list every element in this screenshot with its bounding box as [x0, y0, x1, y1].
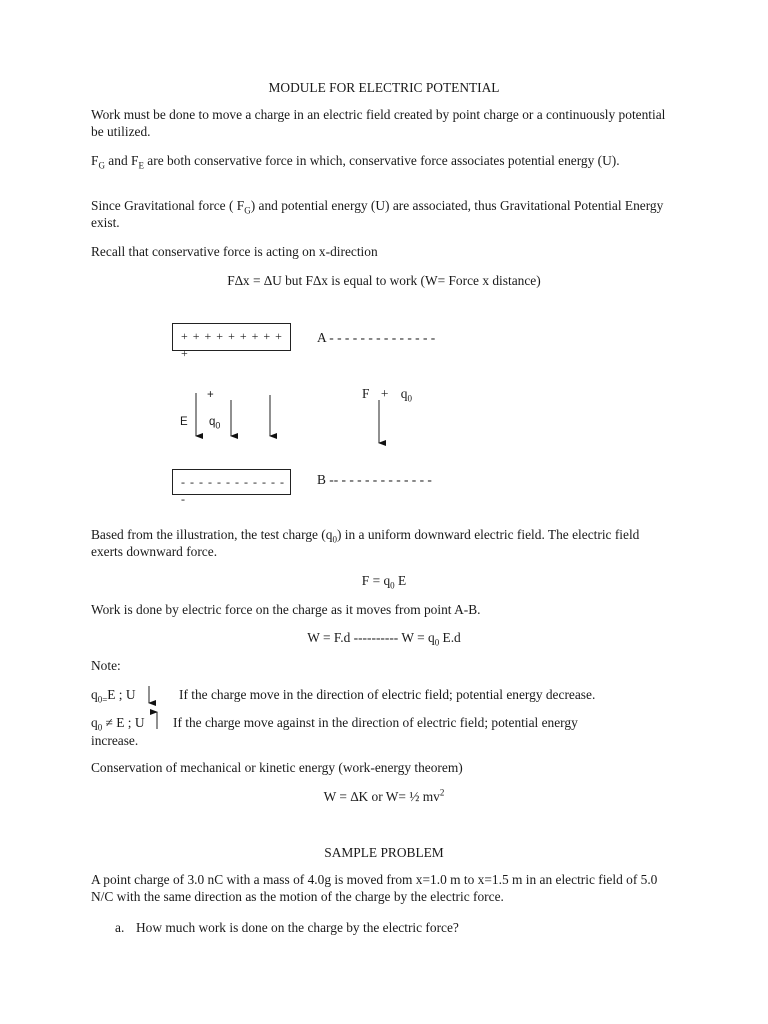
note2-text: If the charge move against in the direction of electric field; potential energy	[173, 715, 578, 730]
note1-a: q	[91, 687, 98, 702]
sample-problem-heading: SAMPLE PROBLEM	[324, 845, 444, 860]
question-marker: a.	[115, 920, 125, 935]
illustration-subscript: 0	[332, 534, 337, 545]
note1-text: If the charge move in the direction of electric field; potential energy decrease.	[179, 687, 596, 702]
illustration-text-b: ) in a uniform downward electric field. The electric field exerts downward force.	[91, 527, 640, 559]
point-a-label: A - - - - - - - - - - - - - -	[317, 330, 436, 345]
work-eq-b: E.d	[439, 630, 461, 645]
note-label: Note:	[91, 658, 121, 673]
force-q0-symbol: q	[400, 386, 408, 401]
sample-problem-text: A point charge of 3.0 nC with a mass of 4.0g is moved from x=1.0 m to x=1.5 m in an electric field of 5.0 N/C with the same direction as the motion of the charge by the electric force.	[91, 872, 658, 904]
fe-subscript: E	[138, 160, 144, 171]
gravitational-subscript: G	[244, 205, 251, 216]
q0-subscript: 0	[215, 420, 221, 431]
force-plus-symbol: +	[380, 386, 389, 401]
q0-symbol: q	[209, 416, 216, 428]
force-q0-subscript: 0	[407, 393, 412, 404]
intro-paragraph: Work must be done to move a charge in an electric field created by point charge or a continuously potential be utilized.	[91, 107, 666, 139]
work-equation: F∆x = ∆U but F∆x is equal to work (W= Force x distance)	[227, 273, 541, 288]
illustration-text-a: Based from the illustration, the test charge (q	[91, 527, 333, 542]
question-text: How much work is done on the charge by the electric force?	[136, 920, 459, 935]
note1-formula	[91, 686, 136, 703]
work-eq-sub: 0	[434, 637, 440, 648]
energy-paragraph: Conservation of mechanical or kinetic energy (work-energy theorem)	[91, 760, 463, 775]
fg-subscript: G	[98, 160, 105, 171]
fe-symbol: and F	[104, 153, 139, 168]
force-f-symbol: F	[362, 386, 370, 401]
fg-symbol: F	[91, 153, 99, 168]
gravitational-text-b: ) and potential energy (U) are associated, thus Gravitational Potential Energy exist.	[91, 198, 664, 230]
work-done-paragraph: Work is done by electric force on the charge as it moves from point A-B.	[91, 602, 481, 617]
positive-plate-signs: + + + + + + + + + +	[181, 329, 283, 360]
force-eq-a: F = q	[361, 573, 391, 588]
force-eq-b: E	[394, 573, 407, 588]
ke-eq-a: W = ∆K or W= ½ mv	[323, 789, 440, 804]
note2-formula	[91, 714, 145, 731]
kinetic-energy-equation	[0, 788, 768, 805]
note1-sub: 0=	[97, 694, 108, 705]
conservative-text: are both conservative force in which, conservative force associates potential energy (U).	[143, 153, 620, 168]
gravitational-text-a: Since Gravitational force ( F	[91, 198, 245, 213]
negative-plate-signs: - - - - - - - - - - - - -	[181, 475, 285, 506]
field-e-label: E	[180, 416, 188, 428]
page-title: MODULE FOR ELECTRIC POTENTIAL	[268, 80, 500, 95]
point-b-label: B -- - - - - - - - - - - - -	[317, 472, 432, 487]
force-equation	[0, 572, 768, 589]
work-eq-a: W = F.d ---------- W = q	[307, 630, 435, 645]
ke-eq-sup: 2	[439, 787, 445, 798]
work-done-equation	[0, 629, 768, 646]
note2-sub: 0	[97, 722, 103, 733]
note1-b: E ; U	[107, 687, 136, 702]
recall-paragraph: Recall that conservative force is acting on x-direction	[91, 244, 378, 259]
force-eq-sub: 0	[390, 580, 395, 591]
note2-b: ≠ E ; U	[102, 715, 145, 730]
note2-a: q	[91, 715, 98, 730]
test-charge-plus: +	[207, 389, 214, 401]
note2-continuation: increase.	[91, 733, 139, 748]
illustration-paragraph	[91, 526, 671, 560]
